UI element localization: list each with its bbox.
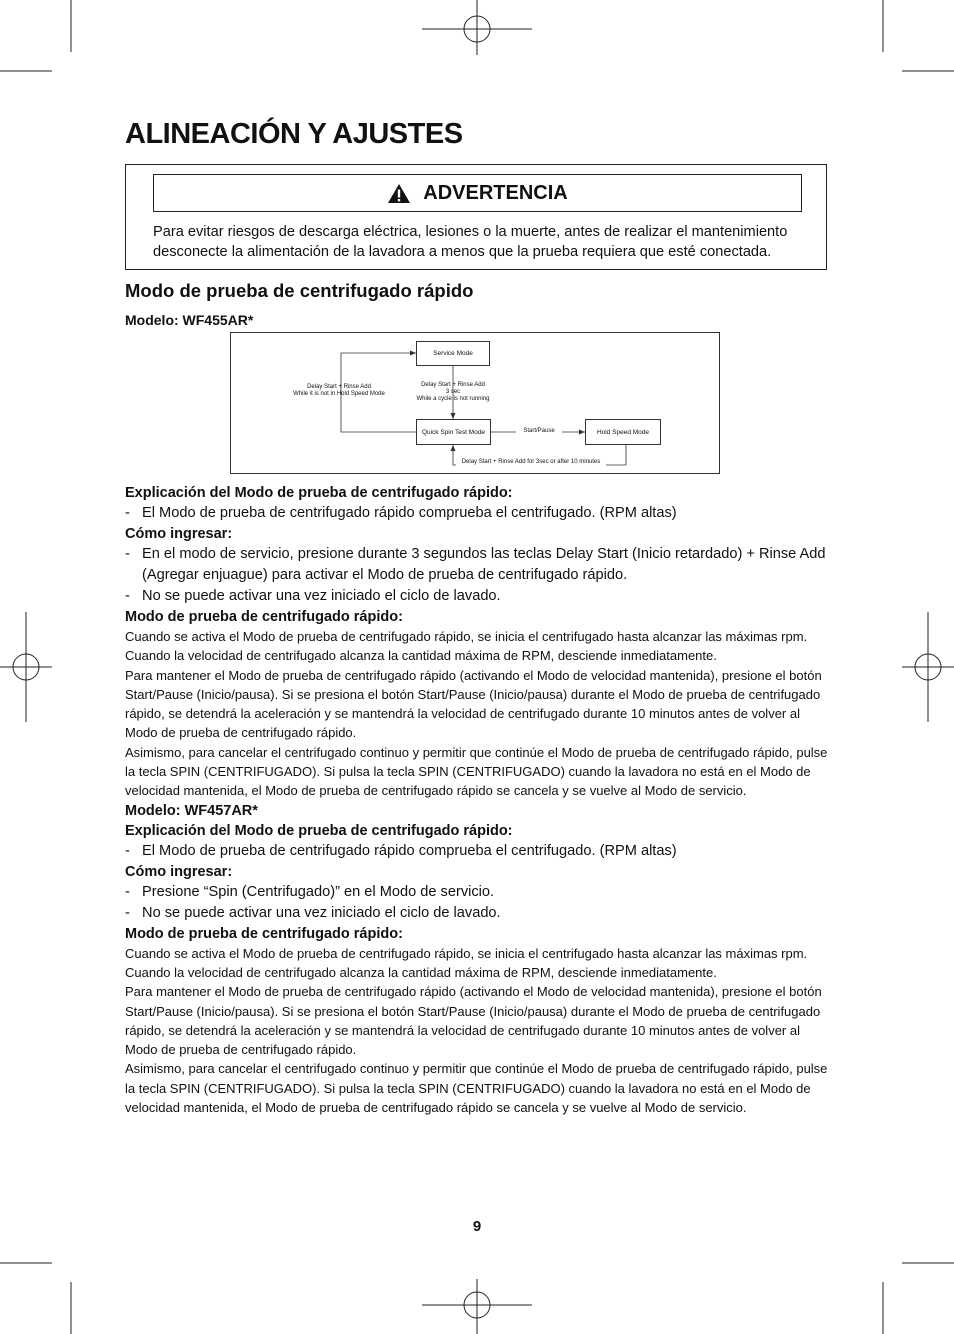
model2-heading: Modelo: WF457AR* [125,802,258,819]
left-label-line-1: Delay Start + Rinse Add [307,384,371,390]
service-mode-box: Service Mode [416,341,490,366]
model1-explain-heading: Explicación del Modo de prueba de centrifugado rápido: [125,485,513,501]
model2-mode-heading: Modo de prueba de centrifugado rápido: [125,925,403,942]
warning-triangle-icon [387,183,411,204]
warning-text: Para evitar riesgos de descarga eléctrica, lesiones o la muerte, antes de realizar el mantenimiento desconecte la alimentación de la lavadora a menos que la prueba requiera que esté conectada. [153,224,788,260]
left-transition-label [279,384,399,398]
list-item: - El Modo de prueba de centrifugado rápido comprueba el centrifugado. (RPM altas) [125,505,677,521]
left-label-line-2: While it is not in Hold Speed Mode [293,391,385,397]
model1-enter-heading: Cómo ingresar: [125,526,233,542]
bottom-transition-label: Delay Start + Rinse Add for 3sec or after 10 minutes [456,459,606,466]
warning-box [125,164,827,270]
warning-header [153,174,802,212]
flow-diagram [230,332,720,474]
page-title: ALINEACIÓN Y AJUSTES [125,118,463,150]
list-item: - No se puede activar una vez iniciado el ciclo de lavado. [125,588,501,604]
model1-mode-heading: Modo de prueba de centrifugado rápido: [125,609,403,625]
quick-spin-box: Quick Spin Test Mode [416,419,491,445]
paragraph: Cuando la velocidad de centrifugado alcanza la cantidad máxima de RPM, desciende inmediatamente. [125,648,717,664]
paragraph: Asimismo, para cancelar el centrifugado continuo y permitir que continúe el Modo de prueba de centrifugado rápido, pulse la tecla SPIN (CENTRIFUGADO). Si pulsa la tecla SPIN (CENTRIFUGADO) cuando la lavadora no está en el Modo de velocidad mantenida, el Modo de prueba de centrifugado rápido se cancela y se vuelve al Modo de servicio. [125,1061,828,1116]
section-title: Modo de prueba de centrifugado rápido [125,280,474,301]
model2-explain-heading: Explicación del Modo de prueba de centrifugado rápido: [125,822,513,839]
model1-heading: Modelo: WF455AR* [125,312,254,328]
center-label-line-1: Delay Start + Rinse Add [421,382,485,388]
hold-speed-box: Hold Speed Mode [585,419,661,445]
center-label-line-2: 3 sec [445,389,461,395]
paragraph: Cuando se activa el Modo de prueba de centrifugado rápido, se inicia el centrifugado hasta alcanzar las máximas rpm. [125,629,808,644]
paragraph: Asimismo, para cancelar el centrifugado continuo y permitir que continúe el Modo de prueba de centrifugado rápido, pulse la tecla SPIN (CENTRIFUGADO). Si pulsa la tecla SPIN (CENTRIFUGADO) cuando la lavadora no está en el Modo de velocidad mantenida, el Modo de prueba de centrifugado rápido se cancela y se vuelve al Modo de servicio. [125,744,828,799]
page-number: 9 [472,1218,482,1235]
list-item: - El Modo de prueba de centrifugado rápido comprueba el centrifugado. (RPM altas) [125,842,677,859]
start-pause-label: Start/Pause [516,428,562,435]
list-item: - No se puede activar una vez iniciado el ciclo de lavado. [125,904,501,921]
paragraph: Para mantener el Modo de prueba de centrifugado rápido (activando el Modo de velocidad mantenida), presione el botón Start/Pause (Inicio/pausa). Si se presiona el botón Start/Pause (Inicio/pausa) durante el Modo de prueba de centrifugado rápido, se detendrá la aceleración y se mantendrá la velocidad de centrifugado durante 10 minutos antes de volver al Modo de prueba de centrifugado rápido. [125,667,822,741]
paragraph: Para mantener el Modo de prueba de centrifugado rápido (activando el Modo de velocidad mantenida), presione el botón Start/Pause (Inicio/pausa). Si se presiona el botón Start/Pause (Inicio/pausa) durante el Modo de prueba de centrifugado rápido, se detendrá la aceleración y se mantendrá la velocidad de centrifugado durante 10 minutos antes de volver al Modo de prueba de centrifugado rápido. [125,984,822,1058]
center-label-line-3: While a cycle is not running [416,396,490,402]
warning-label: ADVERTENCIA [423,181,568,204]
main-content [125,483,830,1117]
list-item: - En el modo de servicio, presione durante 3 segundos las teclas Delay Start (Inicio retardado) + Rinse Add (Agregar enjuague) para activar el Modo de prueba de centrifugado rápido. [125,546,826,583]
list-item: - Presione “Spin (Centrifugado)” en el Modo de servicio. [125,883,495,900]
paragraph: Cuando se activa el Modo de prueba de centrifugado rápido, se inicia el centrifugado hasta alcanzar las máximas rpm. Cuando la velocidad de centrifugado alcanza la cantidad máxima de RPM, desciende inmediatamente. [125,945,808,980]
center-transition-label [403,382,503,403]
model2-enter-heading: Cómo ingresar: [125,863,233,880]
